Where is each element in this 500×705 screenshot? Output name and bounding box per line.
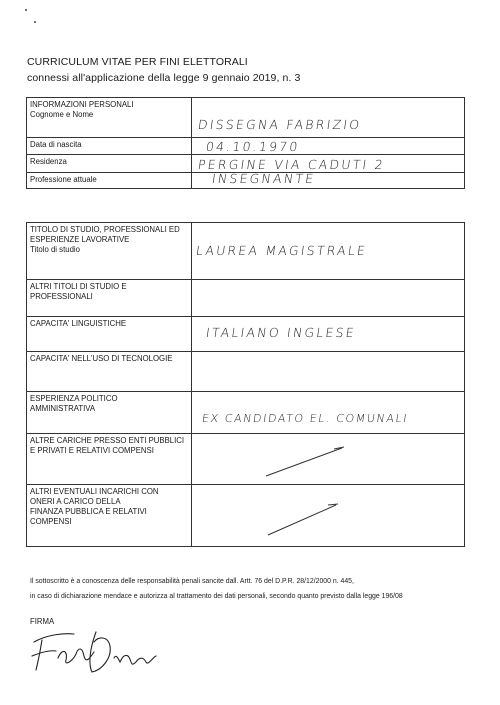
handwritten-signature — [28, 628, 168, 678]
political-label-1: ESPERIENZA POLITICO — [30, 394, 118, 403]
document-title: CURRICULUM VITAE PER FINI ELETTORALI — [27, 56, 248, 68]
other-titles-label-cell — [27, 280, 192, 317]
birth-value: 04.10.1970 — [204, 139, 301, 154]
job-value: INSEGNANTE — [210, 171, 317, 186]
name-value-cell — [192, 98, 465, 138]
other-charges-label-1: ALTRE CARICHE PRESSO ENTI PUBBLICI — [30, 436, 185, 445]
other-titles-label-2: PROFESSIONALI — [30, 292, 93, 301]
job-value-cell — [192, 173, 465, 189]
study-section-label-1: TITOLO DI STUDIO, PROFESSIONALI ED — [30, 225, 180, 234]
additional-roles-label-cell — [27, 485, 192, 547]
technology-value-cell — [192, 352, 465, 392]
job-label: Professione attuale — [27, 173, 192, 189]
other-charges-label-2: E PRIVATI E RELATIVI COMPENSI — [30, 446, 154, 455]
political-value: EX CANDIDATO EL. COMUNALI — [201, 412, 409, 425]
declaration-line-1: Il sottoscritto è a conoscenza delle responsabilità penali sancite dall. Artt. 76 del D.P.R. 28/12/2000 n. 445, — [30, 578, 354, 585]
birth-label: Data di nascita — [27, 138, 192, 155]
languages-value: ITALIANO INGLESE — [204, 325, 357, 340]
name-label: Cognome e Nome — [30, 110, 94, 119]
personal-info-table — [26, 97, 465, 189]
other-charges-value-cell — [192, 434, 465, 485]
declaration-line-2: in caso di dichiarazione mendace e autorizza al trattamento dei dati personali, secondo quanto previsto dalla legge 196/08 — [30, 593, 403, 600]
languages-label: CAPACITA' LINGUISTICHE — [27, 317, 192, 352]
other-charges-label-cell — [27, 434, 192, 485]
scan-speck — [25, 9, 27, 11]
document-subtitle: connessi all'applicazione della legge 9 gennaio 2019, n. 3 — [27, 72, 301, 84]
other-titles-label-1: ALTRI TITOLI DI STUDIO E — [30, 282, 127, 291]
additional-roles-label-4: COMPENSI — [30, 517, 72, 526]
additional-roles-label-3: FINANZA PUBBLICA E RELATIVI — [30, 507, 147, 516]
residence-value-cell — [192, 155, 465, 173]
experience-table — [26, 222, 465, 547]
study-title-label-cell — [27, 223, 192, 280]
languages-value-cell — [192, 317, 465, 352]
birth-value-cell — [192, 138, 465, 155]
additional-roles-label-1: ALTRI EVENTUALI INCARICHI CON — [30, 487, 159, 496]
signature-label: FIRMA — [30, 617, 55, 626]
political-label-2: AMMINISTRATIVA — [30, 404, 96, 413]
name-label-cell — [27, 98, 192, 138]
political-value-cell — [192, 392, 465, 434]
strike-line-mark — [264, 499, 344, 539]
study-section-label-2: ESPERIENZE LAVORATIVE — [30, 235, 130, 244]
name-value: DISSEGNA FABRIZIO — [196, 117, 363, 132]
personal-section-label: INFORMAZIONI PERSONALI — [30, 100, 134, 109]
study-title-label: Titolo di studio — [30, 245, 80, 254]
residence-label: Residenza — [27, 155, 192, 173]
strike-line-mark — [262, 442, 352, 482]
study-title-value-cell — [192, 223, 465, 280]
technology-label: CAPACITA' NELL'USO DI TECNOLOGIE — [27, 352, 192, 392]
additional-roles-value-cell — [192, 485, 465, 547]
political-label-cell — [27, 392, 192, 434]
study-title-value: LAUREA MAGISTRALE — [194, 243, 369, 258]
residence-value: PERGINE VIA CADUTI 2 — [196, 157, 386, 172]
scan-speck — [34, 21, 36, 23]
other-titles-value-cell — [192, 280, 465, 317]
additional-roles-label-2: ONERI A CARICO DELLA — [30, 497, 121, 506]
